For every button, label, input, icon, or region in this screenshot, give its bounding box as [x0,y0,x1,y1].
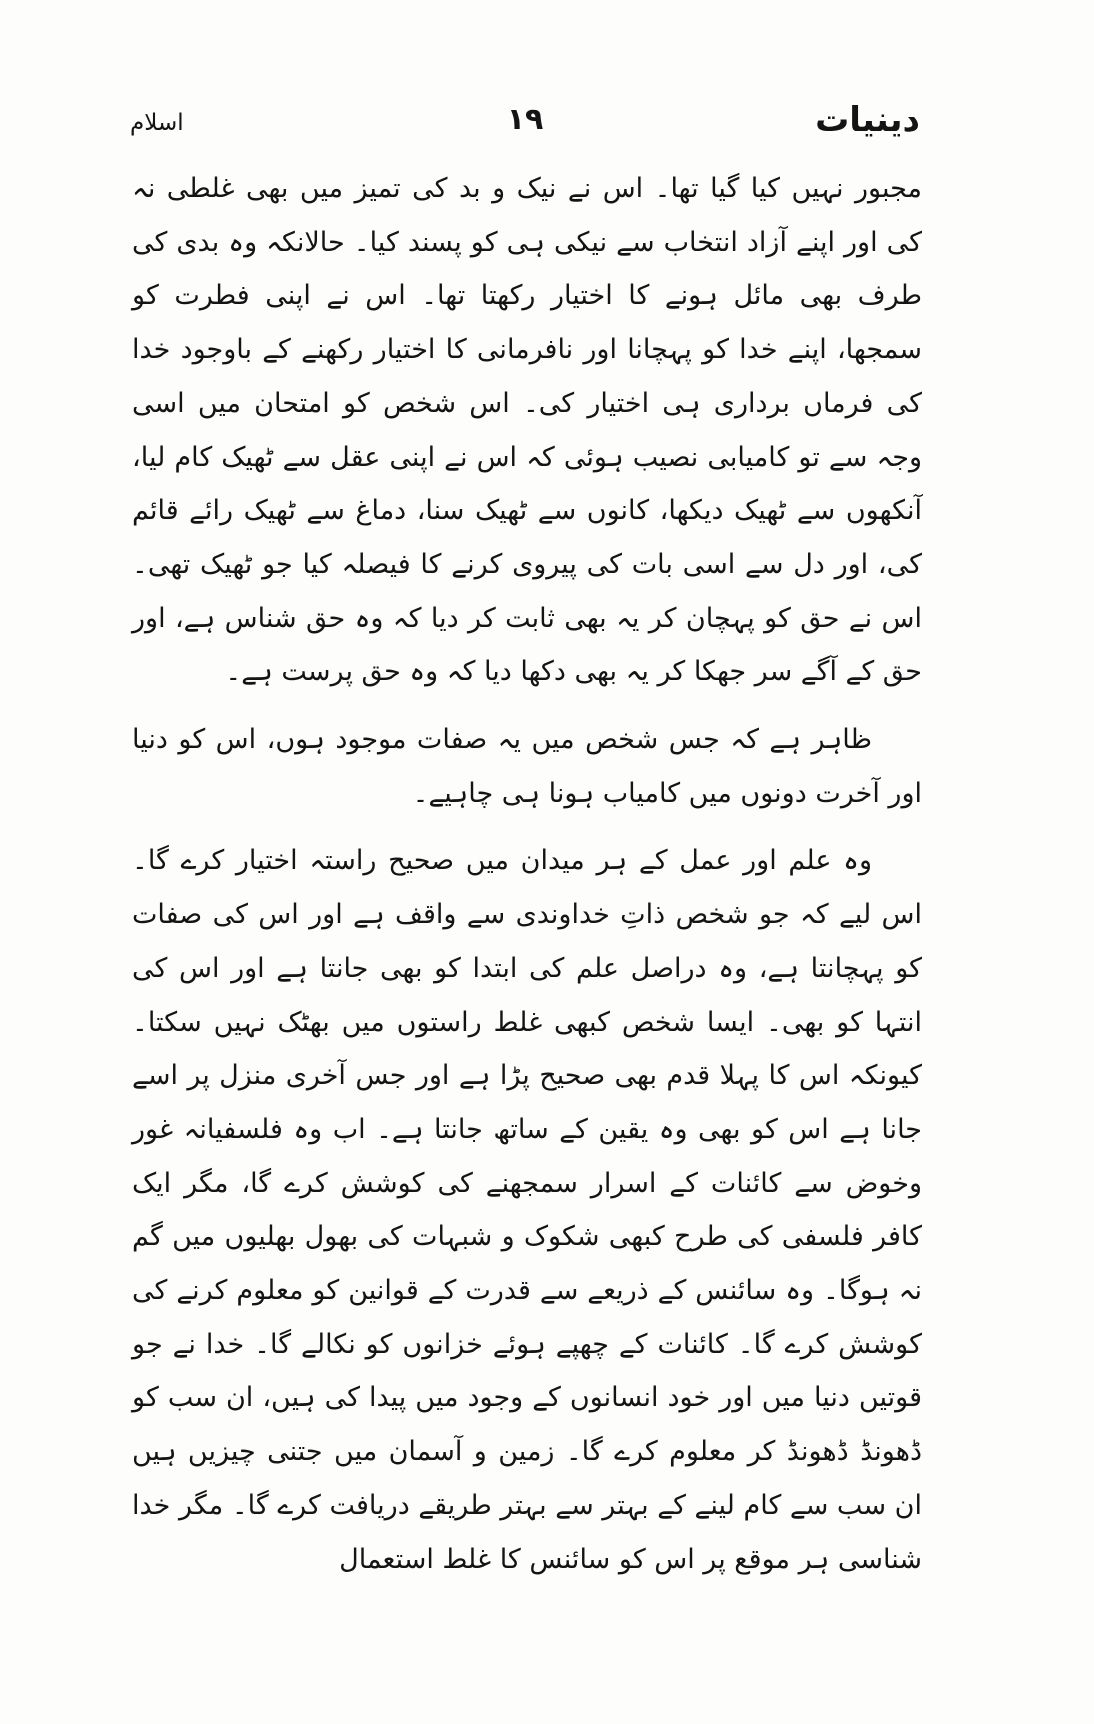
body-text [132,162,922,1586]
paragraph-1: مجبور نہیں کیا گیا تھا۔ اس نے نیک و بد کی تمیز میں بھی غلطی نہ کی اور اپنے آزاد انتخاب سے نیکی ہی کو پسند کیا۔ حالانکہ وہ بدی کی طرف بھی مائل ہونے کا اختیار رکھتا تھا۔ اس نے اپنی فطرت کو سمجھا، اپنے خدا کو پہچانا اور نافرمانی کا اختیار رکھنے کے باوجود خدا کی فرماں برداری ہی اختیار کی۔ اس شخص کو امتحان میں اسی وجہ سے تو کامیابی نصیب ہوئی کہ اس نے اپنی عقل سے ٹھیک کام لیا، آنکھوں سے ٹھیک دیکھا، کانوں سے ٹھیک سنا، دماغ سے ٹھیک رائے قائم کی، اور دل سے اسی بات کی پیروی کرنے کا فیصلہ کیا جو ٹھیک تھی۔ اس نے حق کو پہچان کر یہ بھی ثابت کر دیا کہ وہ حق شناس ہے، اور حق کے آگے سر جھکا کر یہ بھی دکھا دیا کہ وہ حق پرست ہے۔ [132,173,922,688]
page-number: ۱۹ [506,102,544,137]
book-title: دینیات [815,100,920,140]
paragraph-3: وہ علم اور عمل کے ہر میدان میں صحیح راستہ اختیار کرے گا۔ اس لیے کہ جو شخص ذاتِ خداوندی سے واقف ہے اور اس کی صفات کو پہچانتا ہے، وہ دراصل علم کی ابتدا کو بھی جانتا ہے اور اس کی انتہا کو بھی۔ ایسا شخص کبھی غلط راستوں میں بھٹک نہیں سکتا۔ کیونکہ اس کا پہلا قدم بھی صحیح پڑا ہے اور جس آخری منزل پر اسے جانا ہے اس کو بھی وہ یقین کے ساتھ جانتا ہے۔ اب وہ فلسفیانہ غور وخوض سے کائنات کے اسرار سمجھنے کی کوشش کرے گا، مگر ایک کافر فلسفی کی طرح کبھی شکوک و شبہات کی بھول بھلیوں میں گم نہ ہوگا۔ وہ سائنس کے ذریعے سے قدرت کے قوانین کو معلوم کرنے کی کوشش کرے گا۔ کائنات کے چھپے ہوئے خزانوں کو نکالے گا۔ خدا نے جو قوتیں دنیا میں اور خود انسانوں کے وجود میں پیدا کی ہیں، ان سب کو ڈھونڈ ڈھونڈ کر معلوم کرے گا۔ زمین و آسمان میں جتنی چیزیں ہیں ان سب سے کام لینے کے بہتر سے بہتر طریقے دریافت کرے گا۔ مگر خدا شناسی ہر موقع پر اس کو سائنس کا غلط استعمال [132,845,922,1575]
paragraph-2: ظاہر ہے کہ جس شخص میں یہ صفات موجود ہوں، اس کو دنیا اور آخرت دونوں میں کامیاب ہونا ہی چاہیے۔ [132,724,922,809]
page-header [130,98,920,158]
section-name: اسلام [130,110,184,136]
